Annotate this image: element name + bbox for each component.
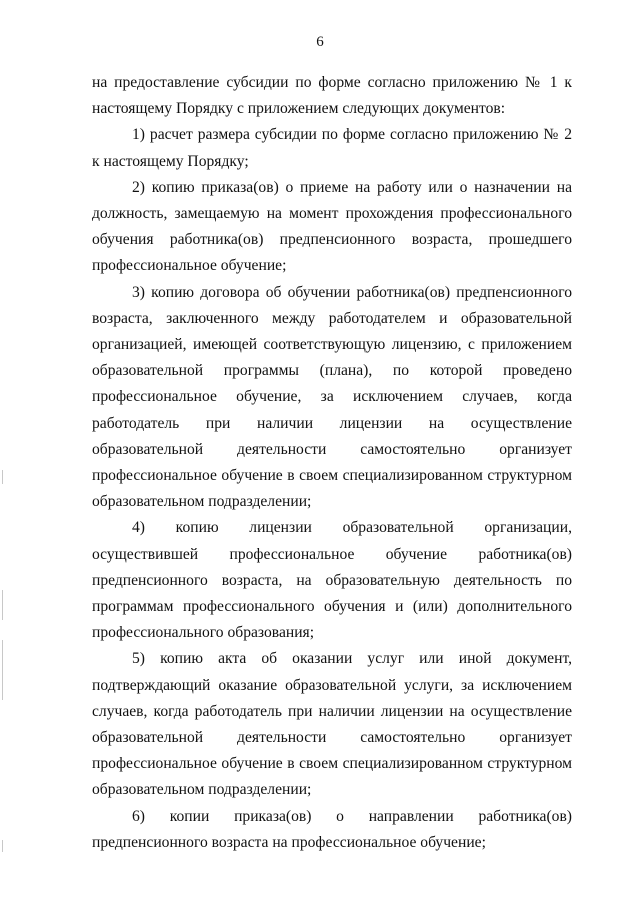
list-item-2-hiring-order-copy: 2) копию приказа(ов) о приеме на работу или о назначении на должность, замещаемую на момент прохождения профессионального обучения работника(ов) предпенсионного возраста, прошедшего профессиональное обучение; — [92, 178, 572, 275]
list-item-3-training-contract-copy: 3) копию договора об обучении работника(ов) предпенсионного возраста, заключенного между работодателем и образовательной организацией, имеющей соответствующую лицензию, с приложением образовательной программы (плана), по которой проведено профессиональное обучение, за исключением случаев, когда работодатель при наличии лицензии на осуществление образовательной деятельности самостоятельно организует профессиональное обучение в своем специализированном структурном образовательном подразделении; — [92, 283, 572, 511]
paragraph-intro-continuation: на предоставление субсидии по форме согласно приложению № 1 к настоящему Порядку с приложением следующих документов: — [92, 74, 572, 118]
page-number: 6 — [316, 34, 324, 50]
list-item-5-service-act-copy: 5) копию акта об оказании услуг или иной документ, подтверждающий оказание образовательной услуги, за исключением случаев, когда работодатель при наличии лицензии на осуществление образовательной деятельности самостоятельно организует профессиональное обучение в своем специализированном структурном образовательном подразделении; — [92, 650, 572, 799]
scan-edge-mark — [2, 590, 3, 620]
document-body — [92, 70, 572, 856]
scan-edge-mark — [2, 640, 3, 700]
scan-edge-mark — [2, 840, 3, 852]
scan-edge-mark — [2, 470, 3, 484]
list-item-1-subsidy-calculation: 1) расчет размера субсидии по форме согласно приложению № 2 к настоящему Порядку; — [92, 126, 572, 170]
list-item-6-referral-order-copies: 6) копии приказа(ов) о направлении работника(ов) предпенсионного возраста на профессиональное обучение; — [92, 807, 572, 851]
list-item-4-license-copy: 4) копию лицензии образовательной организации, осуществившей профессиональное обучение работника(ов) предпенсионного возраста, на образовательную деятельность по программам профессионального обучения и (или) дополнительного профессионального образования; — [92, 519, 572, 642]
